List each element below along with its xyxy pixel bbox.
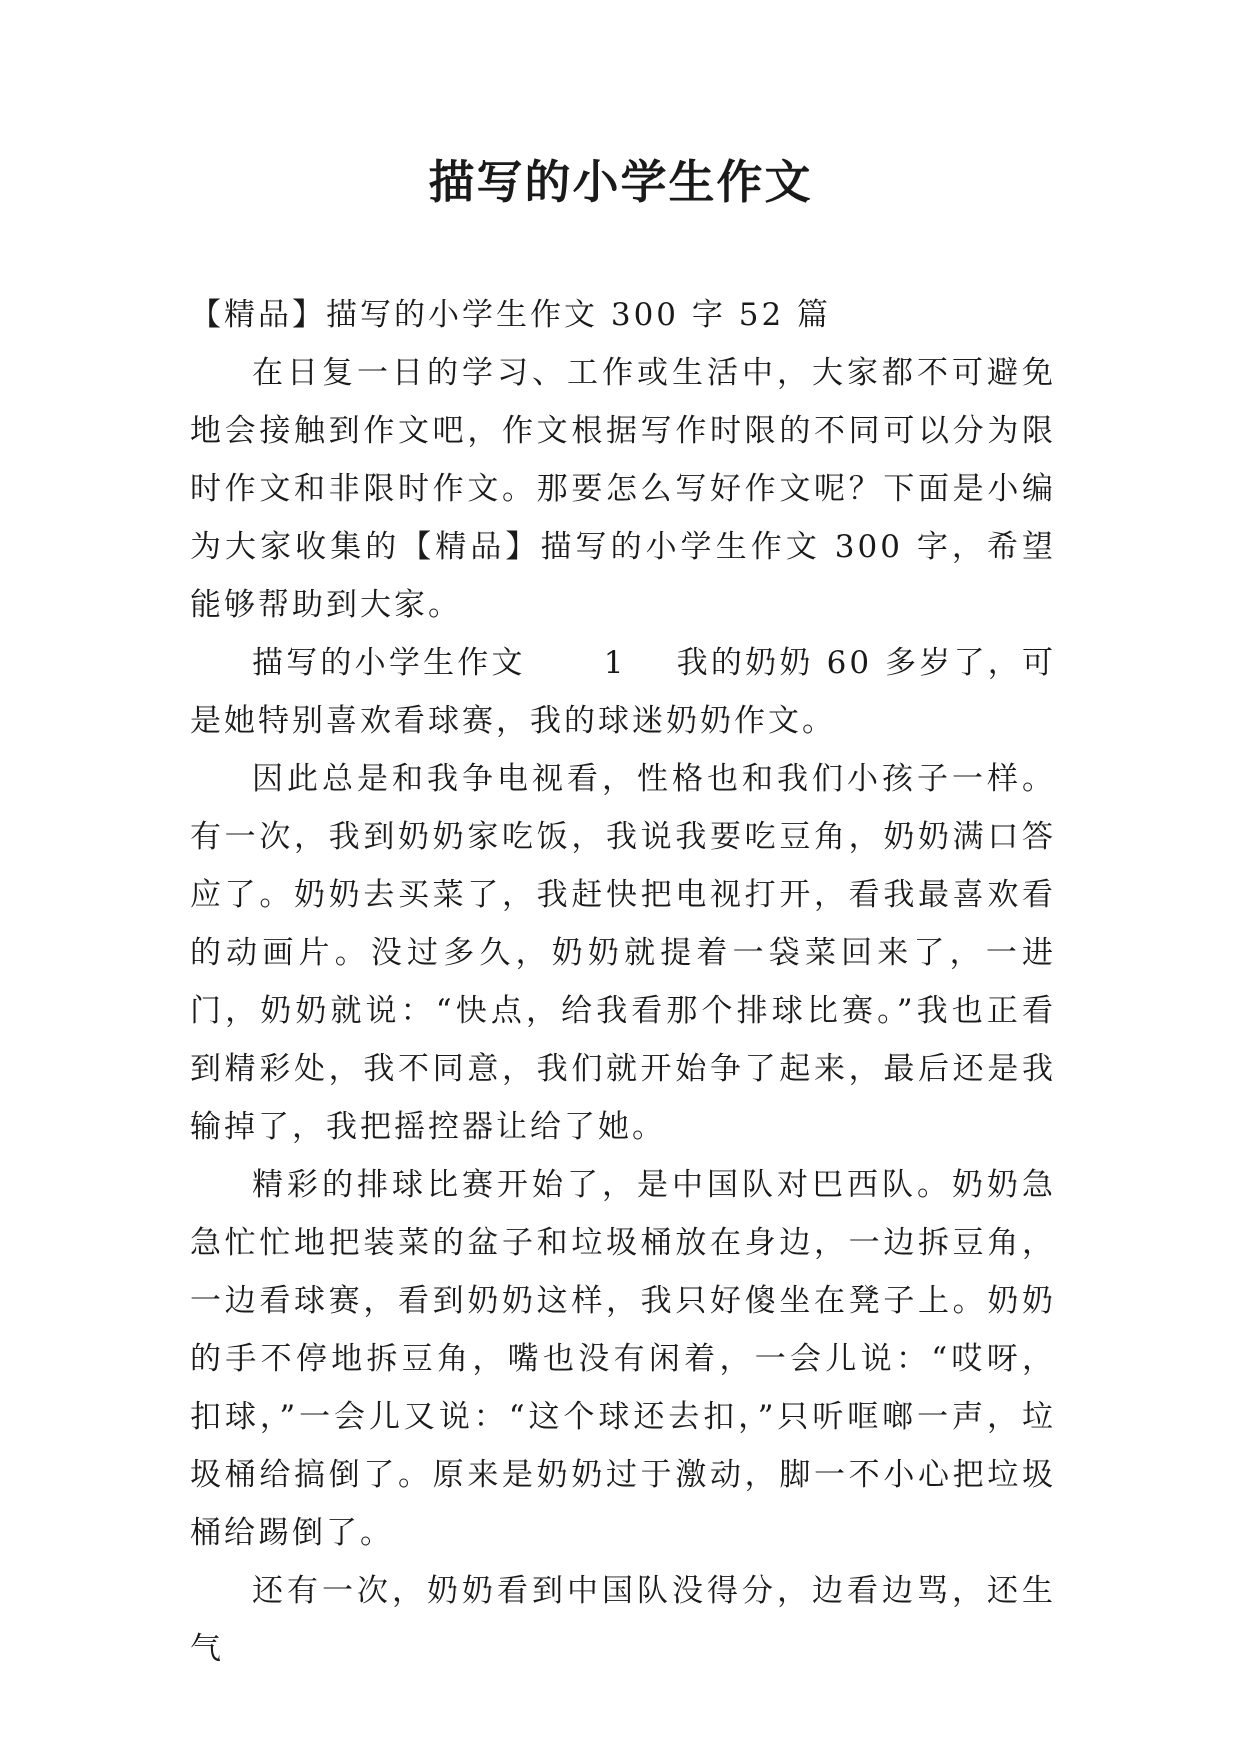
body-paragraph: 因此总是和我争电视看，性格也和我们小孩子一样。有一次，我到奶奶家吃饭，我说我要吃豆角，奶奶满口答应了。奶奶去买菜了，我赶快把电视打开，看我最喜欢看的动画片。没过多久，奶奶就提着一袋菜回来了，一进门，奶奶就说：“快点，给我看那个排球比赛。”我也正看到精彩处，我不同意，我们就开始争了起来，最后还是我输掉了，我把摇控器让给了她。 (190, 761, 1056, 1145)
body-paragraph: 还有一次，奶奶看到中国队没得分，边看边骂，还生气 (190, 1573, 1056, 1667)
intro-paragraph: 在日复一日的学习、工作或生活中，大家都不可避免地会接触到作文吧，作文根据写作时限的不同可以分为限时作文和非限时作文。那要怎么写好作文呢？下面是小编为大家收集的【精品】描写的小学生作文 300 字，希望能够帮助到大家。 (190, 355, 1056, 623)
body-paragraph: 精彩的排球比赛开始了，是中国队对巴西队。奶奶急急忙忙地把装菜的盆子和垃圾桶放在身边，一边拆豆角，一边看球赛，看到奶奶这样，我只好傻坐在凳子上。奶奶的手不停地拆豆角，嘴也没有闲着，一会儿说：“哎呀，扣球，”一会儿又说：“这个球还去扣，”只听哐啷一声，垃圾桶给搞倒了。原来是奶奶过于激动，脚一不小心把垃圾桶给踢倒了。 (190, 1167, 1056, 1551)
section-heading: 描写的小学生作文 (252, 645, 526, 681)
section-first-sentence: 我的奶奶 60 多岁了，可是她特别喜欢看球赛，我的球迷奶奶作文。 (190, 645, 1057, 739)
document-subtitle: 【精品】描写的小学生作文 300 字 52 篇 (190, 297, 832, 333)
page-title: 描写的小学生作文 (428, 155, 813, 209)
document-body (190, 286, 1056, 1678)
section-number: 1 (603, 645, 627, 681)
section-1-paragraph (190, 634, 1056, 750)
